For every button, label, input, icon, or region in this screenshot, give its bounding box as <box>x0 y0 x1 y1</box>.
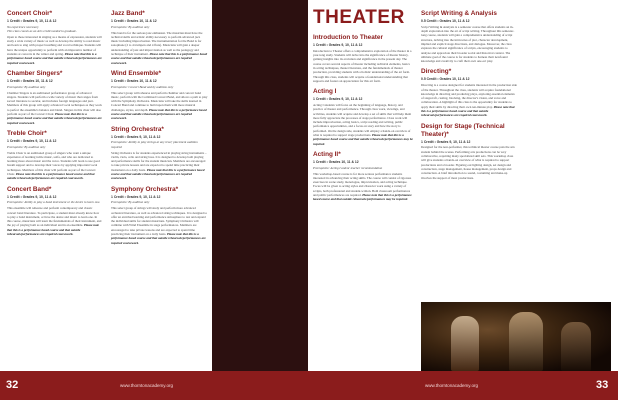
course-description: This ensemble will rehearse and perform contemporary and classic concert band literature. To participate, a student must already know how to play a band instrument, or have the desire and intent to learn one. In this course, musicians will learn the fundamentals of their instrument, and the joy of playing both as an individual and in an ensemble. Please note that this is a performance based course and that outside rehearsals/performances are required coursework. <box>7 206 102 236</box>
course-directing <box>421 68 517 117</box>
course-credit: 1 Credit • Grades 10, 11 & 12 <box>111 78 157 83</box>
course-description: Script Writing & Analysis is a semester course that offers students an in-depth exploration into the art of script writing. Throughout this semester-long course, students will gain a comprehensive understanding of script structure, delving into the intricacies of plot, character development, implied and explicit stage directions, and dialogue. Moreover, the class explores the cultural significance of scripts, encouraging students to analyze and appreciate their broader social and historical context. The ultimate goal of the course is for students to harness their newfound knowledge and creativity to craft their own one-act play. <box>421 24 515 64</box>
course-prereq: Prerequisite: By audition only <box>111 200 150 205</box>
course-treble-choir <box>7 130 102 181</box>
course-title: Concert Choir* <box>7 10 53 17</box>
course-description: This select group of strings will study and perform more advanced orchestral literature, as well as advanced string techniques. It is designed to offer an enriched learning and performance atmosphere to test and expand the individual skills for student musicians. Symphony Orchestra will combine with Wind Ensemble in stage performances. Members are encouraged to take private lessons and are expected to spend time practicing their instrument on a daily basis. Please note that this is a performance based course and that outside rehearsals/performances are required coursework. <box>111 206 208 245</box>
course-description: Acting I students will focus on the beginning of language, history, and practice of theater and performance. Through class work, viewings, and activities, students will acquire and develop a set of skills that will help them more fully appreciate the processes of stage performance. Class work will include improvisation, acting basics, script reading and writing, public performance opportunities, and a focus on story and how the story is performed. On the design side, students will employ a hands-on overview of what is required to support stage productions. Please note that this is a performance based course and that outside rehearsals/performances may be required. <box>313 102 413 146</box>
course-credit: 0.5 Credit • Grades 10, 11 & 12 <box>421 19 470 23</box>
course-credit: 1 Credit • Grades 9, 10, 11 & 12 <box>7 138 57 143</box>
course-title: Chamber Singers* <box>7 69 63 77</box>
course-description: Designed for the non-performer, this technical theater course puts the arts student behind the scenes. Performing arts productions can be very collaborative, requiring many specialized skill sets. This workshop class will give students a hands-on overview of what is required to support productions and a broader. Figuring out lighting design, set design and construction, stage management, house management, props design and construction. A brief introduction to sound, costuming and make-up involves the support of most productions. <box>421 145 515 180</box>
course-credit: 0.5 Credit • Grades 10, 11 & 12 <box>421 77 470 82</box>
course-string-orchestra <box>111 126 208 181</box>
course-prereq: Prerequisite: Ability to play strings at any level; placement audition required <box>111 140 198 149</box>
course-title: Concert Band* <box>7 185 52 193</box>
page-number-left: 32 <box>6 379 19 391</box>
course-title: Acting I <box>313 88 337 96</box>
course-credit: 1 Credit • Grades 9, 10, 11 & 12 <box>7 194 57 199</box>
course-description: This select group will rehearse and perform chamber and concert band music, perform with the Combined Concert Band, and allows a path to play with the Symphony Orchestra. Musicians will take the skills learned in Concert Band and continue to build upon them with more musical challenges, styles, and depth. Please note that this is a performance based course and that outside rehearsals/performances are required coursework. <box>111 90 208 121</box>
course-design-for-stage <box>421 123 517 180</box>
column-3 <box>313 34 413 207</box>
course-concert-choir <box>7 10 102 65</box>
course-credit: 1 Credit • Grades 9, 10, 11 & 12 <box>7 19 57 23</box>
column-4 <box>421 10 517 185</box>
section-title: THEATER <box>313 7 405 28</box>
course-credit: 1 Credit • Grades 9, 10, 11 & 12 <box>421 139 471 144</box>
course-title: String Orchestra* <box>111 125 164 133</box>
course-prereq: Prerequisite: By audition only <box>7 84 46 89</box>
course-description: Open to those interested in singing as a means of expression, students will study a wide variety of music as well as develop the ability to read music and learn to sing with proper breathing and vocal technique. Students will have the unique opportunity to perform with an impressive number of students at concerts in the winter and spring. Please note that this is a performance based course and that outside rehearsals/performances are required coursework. <box>7 34 102 65</box>
column-1 <box>7 10 102 241</box>
course-title: Directing* <box>421 68 452 76</box>
course-intro-theater <box>313 34 413 83</box>
course-prereq: Prerequisite: By audition only <box>111 24 150 29</box>
center-divider-band <box>212 0 308 371</box>
course-acting-1 <box>313 88 413 146</box>
performer-figure <box>509 312 543 371</box>
course-title: Jazz Band* <box>111 10 145 17</box>
course-description: String Orchestra is for students experienced in playing string instruments – violin, viola, cello and string bass. It is designed to develop both playing and performance skills for the student musician. Members are encouraged to take private lessons and are expected to spend time practicing their instrument on a daily basis. Please note that this is a performance based course and that outside rehearsals/performances are required coursework. <box>111 150 207 181</box>
course-description: This workshop-based course is for more serious performance students interested in advancing their acting skills. The course will consist of rigorous exercises in scene study, monologue, improvisation, and acting technique. Focus will be given to acting styles and character work using a variety of scripts, both professional and student-written. Both classroom performances and public performances are required. Please note that this is a performance based course and that outside rehearsals/performances may be required. <box>313 171 412 202</box>
course-title: Script Writing & Analysis <box>421 10 497 17</box>
page-number-right: 33 <box>596 379 609 391</box>
course-jazz-band <box>111 10 208 65</box>
course-prereq: No experience necessary This class counts as an Arts credit needed to graduate. <box>7 24 77 34</box>
course-chamber-singers <box>7 70 102 125</box>
performer-figure <box>561 322 591 371</box>
course-title: Acting II* <box>313 150 341 158</box>
course-credit: 1 Credit • Grades 9, 10, 11 & 12 <box>313 43 363 47</box>
course-credit: 1 Credit • Grades 9, 10, 11 & 12 <box>111 134 161 139</box>
course-symphony-orchestra <box>111 186 208 245</box>
course-title: Introduction to Theater <box>313 34 383 41</box>
course-description: This band is for the serious jazz enthusiast. The musician must have the technical skills and artistic ability necessary to perform advanced jazz music including improvisation. The instrumentation for the Band is for saxophone (2 to 4 trumpets and 4 flute). Musicians will gain a deeper understanding of jazz and improvisation as well as the pedagogy and technique of their instrument. Please note that this is a performance based course and that outside rehearsals/performances are required coursework. <box>111 30 208 65</box>
course-wind-ensemble <box>111 70 208 121</box>
course-credit: 1 Credit • Grades 9, 10, 11 & 12 <box>313 97 363 102</box>
course-prereq: Prerequisite: Concert Band and by audition only <box>111 84 174 89</box>
performer-figure <box>451 316 479 371</box>
course-credit: 1 Credit • Grades 9, 10, 11 & 12 <box>111 194 161 199</box>
course-description: Directing is a course designed for students interested in the production side of the theater. Throughout the class, students will acquire foundational knowledge in directing and producing plays, exploring essential elements of stagecraft, casting, blocking, the director's vision, and voice and collaboration. A highlight of this class is the opportunity for students to apply their skills by directing their own ten-minute play. Please note that this is a performance based course and that outside rehearsals/performances are required coursework. <box>421 83 517 118</box>
course-description: Introduction to Theater offers a comprehensive exploration of the theater in a year-long study. Students will delve into the significance of theater history, gaining insights into its evolution and significance in the present day. The course covers several aspects of theater including technical elements, basics in acting techniques, theater literature, and the fundamentals of theater production, providing students with a holistic understanding of the art form. Through this class, students will acquire a foundational understanding that supports and fosters an appreciation for this art form. <box>313 48 412 83</box>
website-url-left[interactable]: www.thorntonacademy.org <box>120 383 173 388</box>
course-title: Design for Stage (Technical Theater)* <box>421 122 505 138</box>
course-description: Treble Choir is an auditioned group of singers who want a unique experience of learning treble music, solfa, and who are dedicated to learning more about music and the voice. Students will learn to use good breath support and to develop their voices by applying important vocal techniques. Members of this choir will perform as part of the Concert Choir. Please note that this is a performance based course and that outside rehearsals/performances are required coursework. <box>7 150 100 181</box>
course-acting-2 <box>313 151 413 202</box>
course-credit: 1 Credit • Grades 10, 11 & 12 <box>111 19 157 23</box>
course-title: Wind Ensemble* <box>111 69 162 77</box>
course-title: Treble Choir* <box>7 129 47 137</box>
column-2 <box>111 10 208 250</box>
course-concert-band <box>7 186 102 237</box>
page-footer <box>0 371 618 400</box>
course-prereq: Prerequisite: By audition only <box>7 144 46 149</box>
theater-performance-photo <box>421 302 611 371</box>
course-title: Symphony Orchestra* <box>111 185 179 193</box>
course-credit: 1 Credit • Grades 10, 11 & 12 <box>313 159 359 164</box>
course-prereq: Prerequisite: Ability to play a band instrument or the desire to learn one. <box>7 200 101 205</box>
course-prereq: Prerequisite: Acting I and/or teacher recommendation <box>313 165 383 170</box>
course-credit: 1 Credit • Grades 10, 11 & 12 <box>7 78 53 83</box>
course-description: Chamber Singers is an auditioned performance group of advanced singers. Students will perform a wide variety of music that ranges from sacred literature to secular, and includes foreign languages and jazz. Members of this group will apply advanced vocal techniques as they work to perfect the ensemble's balance and blend. Singers in this choir will also perform as part of the Concert Choir. Please note that this is a performance based course and that outside rehearsals/performances are required coursework. <box>7 90 102 125</box>
website-url-right[interactable]: www.thorntonacademy.org <box>425 383 478 388</box>
course-script-writing <box>421 10 517 63</box>
